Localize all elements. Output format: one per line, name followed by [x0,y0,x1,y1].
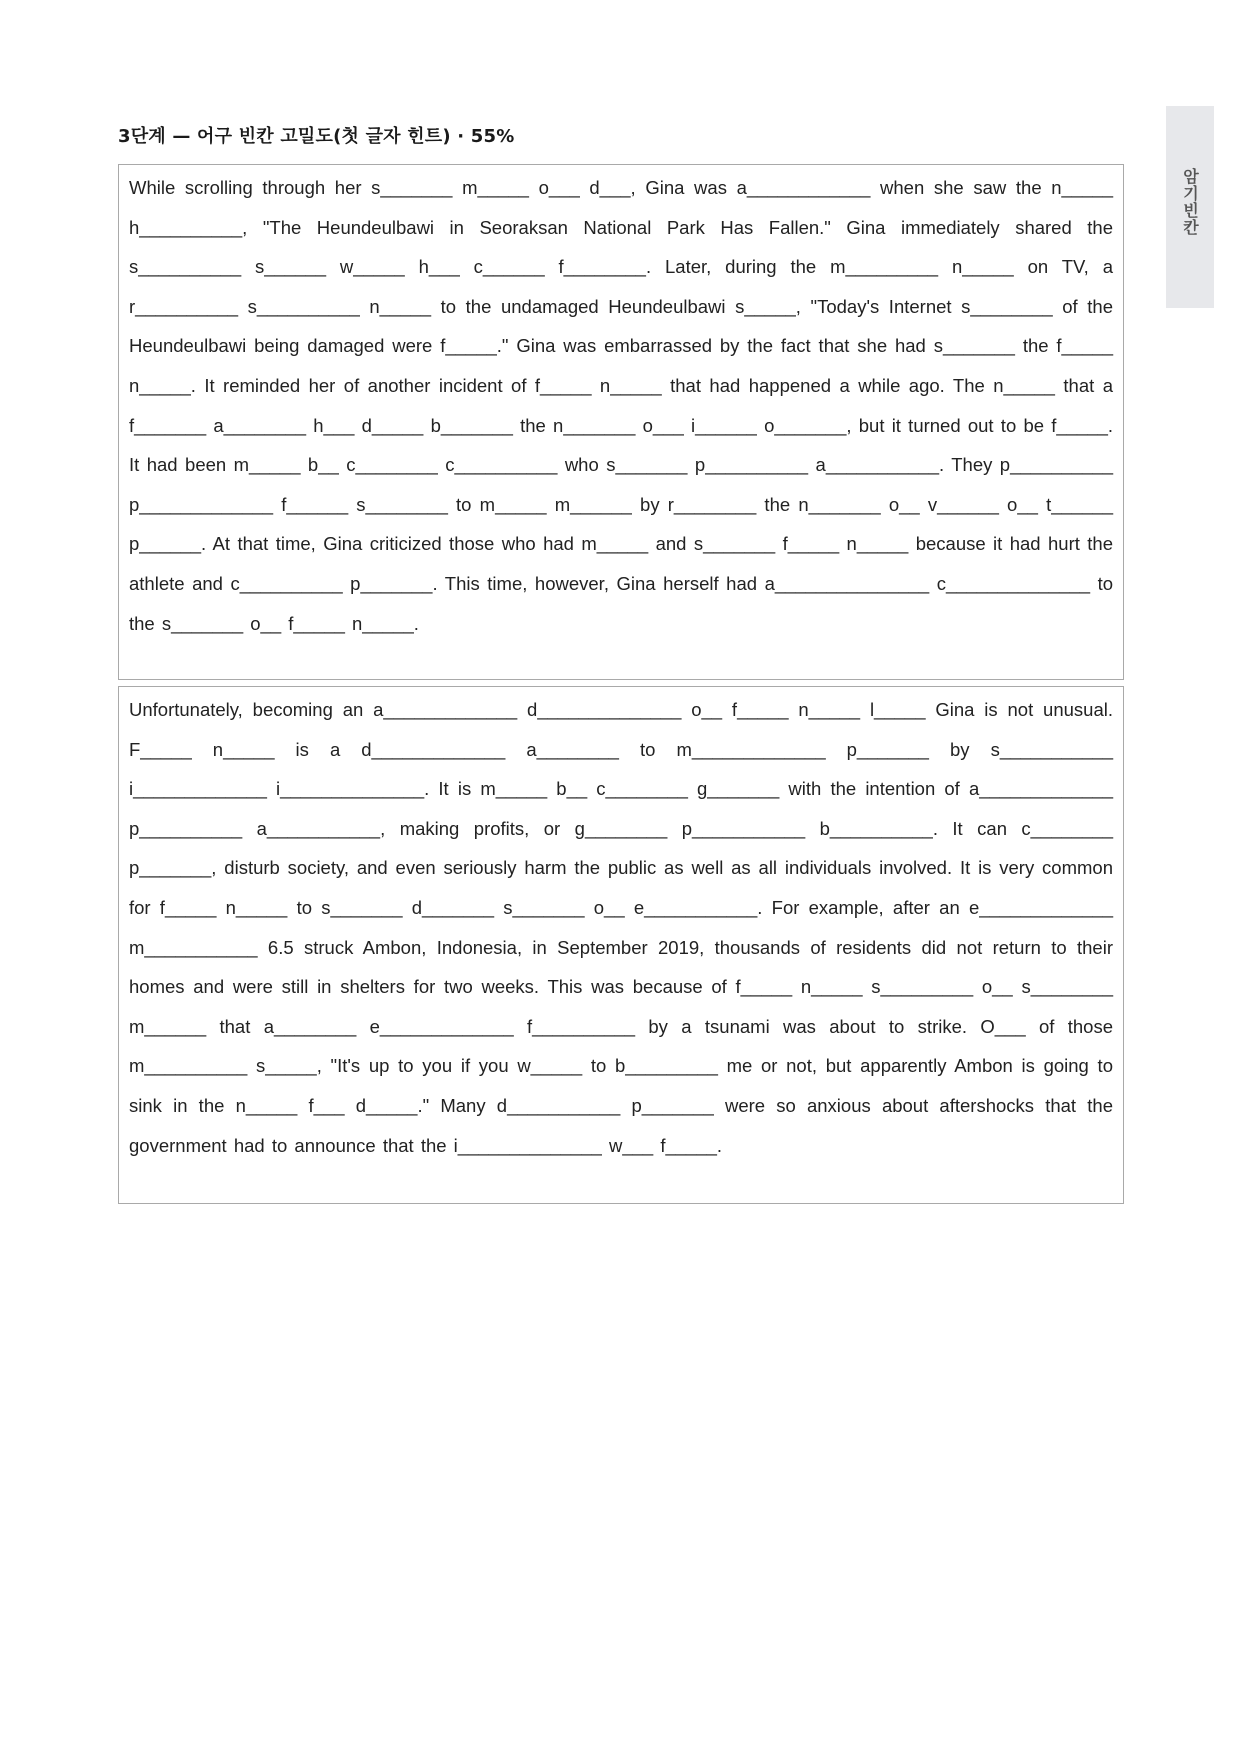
passage-box-2 [118,686,1124,1204]
side-tab-label: 암기빈칸 [1180,168,1200,236]
passage-box-1 [118,164,1124,680]
side-tab [1166,106,1214,308]
passage-text-2: Unfortunately, becoming an a_____________ d______________ o__ f_____ n_____ l_____ Gina is not unusual. F_____ n_____ is a d_____________ a________ to m_____________ p_______ by s___________ i_____________ i______________. It is m_____ b__ c________ g_______ with the intention of a_____________ p__________ a___________, making profits, or g________ p___________ b__________. It can c________ p_______, disturb society, and even seriously harm the public as well as all individuals involved. It is very common for f_____ n_____ to s_______ d_______ s_______ o__ e___________. For example, after an e_____________ m___________ 6.5 struck Ambon, Indonesia, in September 2019, thousands of residents did not return to their homes and were still in shelters for two weeks. This was because of f_____ n_____ s_________ o__ s________ m______ that a________ e_____________ f__________ by a tsunami was about to strike. O___ of those m__________ s_____, "It's up to you if you w_____ to b_________ me or not, but apparently Ambon is going to sink in the n_____ f___ d_____." Many d___________ p_______ were so anxious about aftershocks that the government had to announce that the i______________ w___ f_____. [129,699,1113,1156]
passage-text-1: While scrolling through her s_______ m_____ o___ d___, Gina was a____________ when she saw the n_____ h__________, "The Heundeulbawi in Seoraksan National Park Has Fallen." Gina immediately shared the s__________ s______ w_____ h___ c______ f________. Later, during the m_________ n_____ on TV, a r__________ s__________ n_____ to the undamaged Heundeulbawi s_____, "Today's Internet s________ of the Heundeulbawi being damaged were f_____." Gina was embarrassed by the fact that she had s_______ the f_____ n_____. It reminded her of another incident of f_____ n_____ that had happened a while ago. The n_____ that a f_______ a________ h___ d_____ b_______ the n_______ o___ i______ o_______, but it turned out to be f_____. It had been m_____ b__ c________ c__________ who s_______ p__________ a___________. They p__________ p_____________ f______ s________ to m_____ m______ by r________ the n_______ o__ v______ o__ t______ p______. At that time, Gina criticized those who had m_____ and s_______ f_____ n_____ because it had hurt the athlete and c__________ p_______. This time, however, Gina herself had a_______________ c______________ to the s_______ o__ f_____ n_____. [129,177,1113,634]
page-title: 3단계 — 어구 빈칸 고밀도(첫 글자 힌트) · 55% [118,126,515,147]
